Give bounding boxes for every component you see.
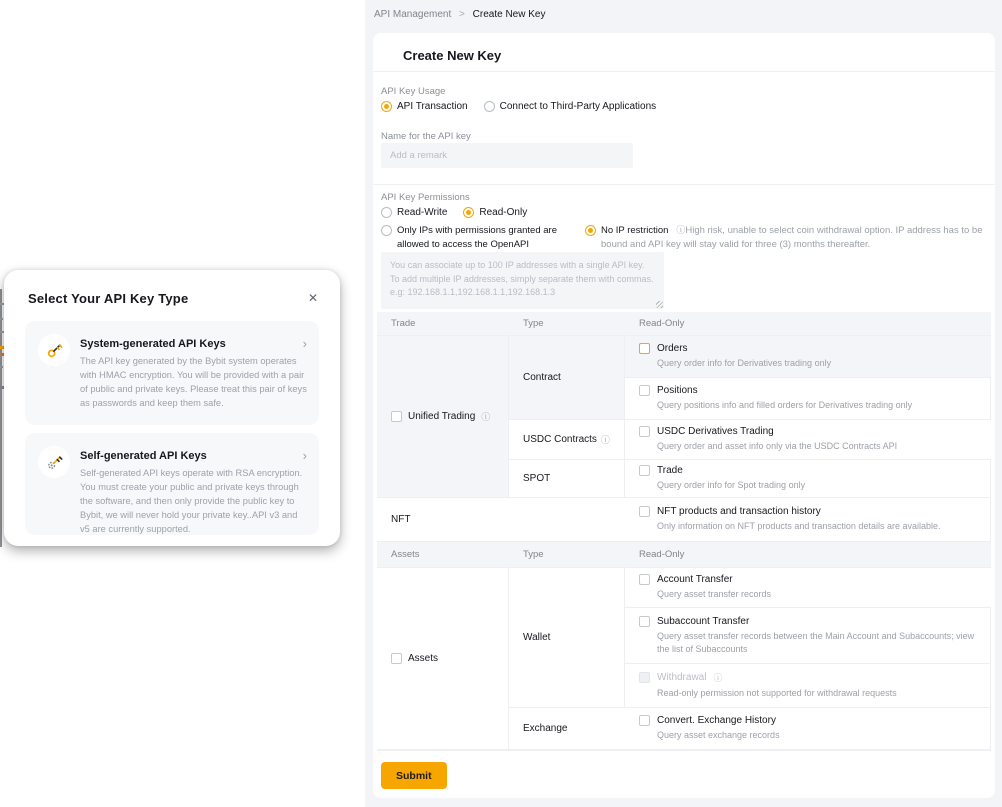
radio-read-only[interactable]: [463, 207, 527, 218]
divider: [373, 184, 995, 185]
perm-cell-orders: [625, 336, 991, 378]
permissions-radio-group: [381, 207, 527, 218]
perm-desc: Query order info for Spot trading only: [657, 480, 806, 491]
perm-cell-subaccount-transfer: [625, 608, 991, 664]
perm-cell-withdrawal: [625, 664, 991, 708]
close-icon[interactable]: ✕: [307, 291, 318, 305]
breadcrumb-parent[interactable]: API Management: [374, 9, 452, 20]
column-header: Trade: [377, 312, 509, 336]
usdc-derivatives-checkbox[interactable]: [639, 426, 650, 437]
group-cell-unified-trading: [377, 336, 509, 498]
column-header: Assets: [377, 542, 509, 568]
info-icon[interactable]: ⓘ: [713, 673, 723, 684]
radio-icon[interactable]: [463, 207, 474, 218]
name-label: Name for the API key: [381, 131, 471, 142]
divider: [373, 71, 995, 72]
perm-cell-nft: [625, 498, 991, 542]
type-cell-wallet: [509, 568, 625, 708]
positions-checkbox[interactable]: [639, 385, 650, 396]
type-cell-exchange: [509, 708, 625, 750]
option-title: System-generated API Keys: [80, 337, 226, 350]
spot-trade-checkbox[interactable]: [639, 465, 650, 476]
perm-cell-positions: [625, 378, 991, 420]
option-system-generated[interactable]: [25, 321, 319, 425]
radio-icon[interactable]: [381, 207, 392, 218]
radio-label: Read-Only: [479, 207, 528, 218]
submit-button[interactable]: Submit: [381, 762, 447, 789]
type-label: Contract: [523, 372, 561, 383]
radio-label: API Transaction: [397, 101, 468, 112]
ip-restriction-group: [381, 224, 997, 252]
api-key-type-modal: [4, 270, 340, 546]
page-title: Create New Key: [403, 48, 502, 63]
radio-icon[interactable]: [484, 101, 495, 112]
breadcrumb-separator-icon: >: [459, 9, 465, 20]
type-cell-spot: [509, 460, 625, 498]
perm-cell-usdc-derivatives: [625, 420, 991, 460]
chevron-right-icon: ›: [302, 336, 307, 351]
option-description: The API key generated by the Bybit system operates with HMAC encryption. You will be provided with a pair of public and private keys. Please treat this pair of keys as passwords and keep them safe.: [80, 356, 307, 408]
api-key-name-input[interactable]: [381, 143, 633, 168]
ip-addresses-textarea[interactable]: [381, 252, 664, 309]
exchange-history-checkbox[interactable]: [639, 715, 650, 726]
orders-checkbox[interactable]: [639, 343, 650, 354]
breadcrumb-current: Create New Key: [472, 9, 546, 20]
perm-label: Convert. Exchange History: [657, 715, 776, 727]
assets-permissions-table: [377, 542, 991, 751]
breadcrumb: [374, 9, 545, 20]
usage-label: API Key Usage: [381, 86, 446, 97]
edge-artifact: [0, 366, 3, 368]
radio-no-ip-restriction[interactable]: [585, 224, 997, 252]
column-header: Read-Only: [625, 312, 991, 336]
create-key-card: [373, 33, 995, 798]
perm-label: Trade: [657, 465, 683, 477]
column-header: Read-Only: [625, 542, 991, 568]
radio-label: No IP restriction: [601, 225, 669, 236]
radio-read-write[interactable]: [381, 207, 447, 218]
usage-radio-group: [381, 101, 656, 112]
group-label: Unified Trading: [408, 411, 476, 422]
perm-label: Orders: [657, 343, 688, 355]
subaccount-transfer-checkbox[interactable]: [639, 616, 650, 627]
perm-desc: Only information on NFT products and transaction details are available.: [657, 521, 941, 532]
perm-label: Subaccount Transfer: [657, 615, 750, 627]
perm-desc: Query order info for Derivatives trading only: [657, 358, 832, 369]
perm-desc: Query asset exchange records: [657, 730, 780, 741]
type-label: USDC Contracts: [523, 434, 597, 445]
chevron-right-icon: ›: [302, 448, 307, 463]
radio-api-transaction[interactable]: [381, 101, 468, 112]
type-label: Exchange: [523, 723, 568, 734]
option-title: Self-generated API Keys: [80, 449, 207, 462]
perm-cell-account-transfer: [625, 568, 991, 608]
group-cell-nft: [377, 498, 625, 542]
info-icon[interactable]: ⓘ: [481, 412, 491, 422]
group-cell-assets: [377, 568, 509, 750]
edge-artifact: [0, 289, 2, 547]
assets-checkbox[interactable]: [391, 653, 402, 664]
perm-desc: Query asset transfer records between the Main Account and Subaccounts; view the list of Subaccounts: [657, 630, 975, 654]
type-cell-usdc-contracts: [509, 420, 625, 460]
perm-desc: Read-only permission not supported for withdrawal requests: [657, 688, 897, 699]
type-label: SPOT: [523, 473, 551, 484]
column-header: Type: [509, 542, 625, 568]
info-icon[interactable]: ⓘ: [600, 435, 610, 445]
perm-label: Account Transfer: [657, 574, 733, 586]
trade-permissions-table: [377, 312, 991, 543]
api-management-page: [365, 0, 1002, 807]
perm-label: Positions: [657, 385, 698, 397]
radio-label: Connect to Third-Party Applications: [499, 101, 657, 112]
radio-label: Only IPs with permissions granted are allowed to access the OpenAPI: [397, 225, 557, 250]
group-label: NFT: [391, 514, 411, 525]
radio-icon[interactable]: [381, 225, 392, 236]
ip-warning-text: High risk, unable to select coin withdrawal option. IP address has to be bound and API key will stay valid for three (3) months thereafter.: [601, 225, 983, 250]
group-label: Assets: [408, 653, 439, 664]
type-label: Wallet: [523, 632, 551, 643]
unified-trading-checkbox[interactable]: [391, 411, 402, 422]
nft-checkbox[interactable]: [639, 506, 650, 517]
perm-label: Withdrawal: [657, 672, 707, 684]
option-self-generated[interactable]: [25, 433, 319, 535]
info-icon[interactable]: ⓘ: [676, 225, 686, 235]
perm-cell-exchange-history: [625, 708, 991, 750]
radio-third-party[interactable]: [484, 101, 657, 112]
edge-artifact: [0, 318, 3, 320]
perm-label: NFT products and transaction history: [657, 506, 821, 518]
radio-ip-restricted[interactable]: [381, 224, 581, 252]
perm-desc: Query positions info and filled orders for Derivatives trading only: [657, 400, 913, 411]
option-description: Self-generated API keys operate with RSA encryption. You must create your public and private keys through the software, and then only provide the public key to Bybit, we will never hold your private key..API v3 and v5 are currently supported.: [80, 468, 303, 534]
perm-desc: Query asset transfer records: [657, 589, 772, 600]
type-cell-contract: [509, 336, 625, 420]
perm-cell-spot-trade: [625, 460, 991, 498]
radio-label: Read-Write: [397, 207, 448, 218]
permissions-label: API Key Permissions: [381, 192, 470, 203]
radio-icon[interactable]: [381, 101, 392, 112]
account-transfer-checkbox[interactable]: [639, 574, 650, 585]
modal-title: Select Your API Key Type: [28, 291, 189, 306]
radio-icon[interactable]: [585, 225, 596, 236]
perm-desc: Query order and asset info only via the USDC Contracts API: [657, 441, 898, 452]
key-icon: [38, 334, 70, 366]
withdrawal-checkbox: [639, 672, 650, 683]
column-header: Type: [509, 312, 625, 336]
perm-label: USDC Derivatives Trading: [657, 426, 774, 438]
key-gear-icon: [38, 446, 70, 478]
